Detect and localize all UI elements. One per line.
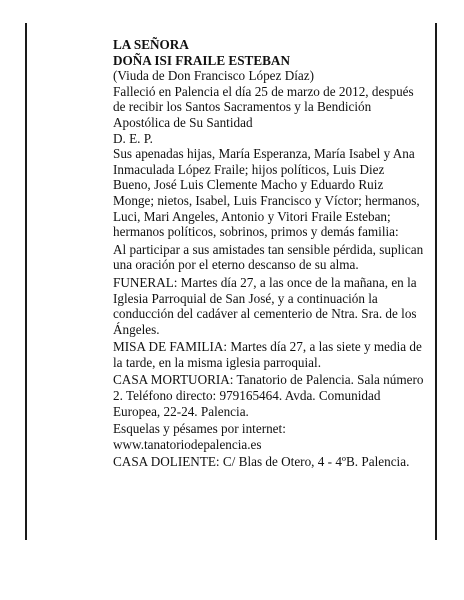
death-paragraph: Falleció en Palencia el día 25 de marzo de 2012, después de recibir los Santos Sacramentos y la Bendición Apostólica de Su Santidad	[113, 83, 414, 130]
family-paragraph: Sus apenadas hijas, María Esperanza, María Isabel y Ana Inmaculada López Fraile; hijos políticos, Luis Diez Bueno, José Luis Clemente Macho y Eduardo Ruiz Monge; nietos, Isabel, Luis Francisco y Víctor; hermanos, Luci, Mari Angeles, Antonio y Vitori Fraile Esteban; hermanos políticos, sobrinos, primos y demás familia:	[113, 146, 420, 240]
funeral-paragraph: FUNERAL: Martes día 27, a las once de la mañana, en la Iglesia Parroquial de San José, y a continuación la conducción del cadáver al cementerio de Ntra. Sra. de los Ángeles.	[113, 274, 417, 337]
notice-heading-name: DOÑA ISI FRAILE ESTEBAN	[113, 52, 290, 68]
request-paragraph: Al participar a sus amistades tan sensible pérdida, suplican una oración por el eterno descanso de su alma.	[113, 241, 424, 273]
dep-line: D. E. P.	[113, 130, 153, 146]
left-border-line	[25, 23, 27, 540]
funeral-home-paragraph: CASA MORTUORIA: Tanatorio de Palencia. Sala número 2. Teléfono directo: 979165464. Avda. Comunidad Europea, 22-24. Palencia.	[113, 372, 424, 419]
notice-heading-title: LA SEÑORA	[113, 37, 189, 52]
widow-line: (Viuda de Don Francisco López Díaz)	[113, 68, 314, 84]
residence-paragraph: CASA DOLIENTE: C/ Blas de Otero, 4 - 4ºB. Palencia.	[113, 454, 410, 470]
internet-label: Esquelas y pésames por internet:	[113, 421, 286, 437]
obituary-notice	[113, 37, 425, 470]
right-border-line	[435, 23, 437, 540]
family-mass-paragraph: MISA DE FAMILIA: Martes día 27, a las siete y media de la tarde, en la misma iglesia parroquial.	[113, 339, 422, 370]
internet-url: www.tanatoriodepalencia.es	[113, 436, 262, 452]
